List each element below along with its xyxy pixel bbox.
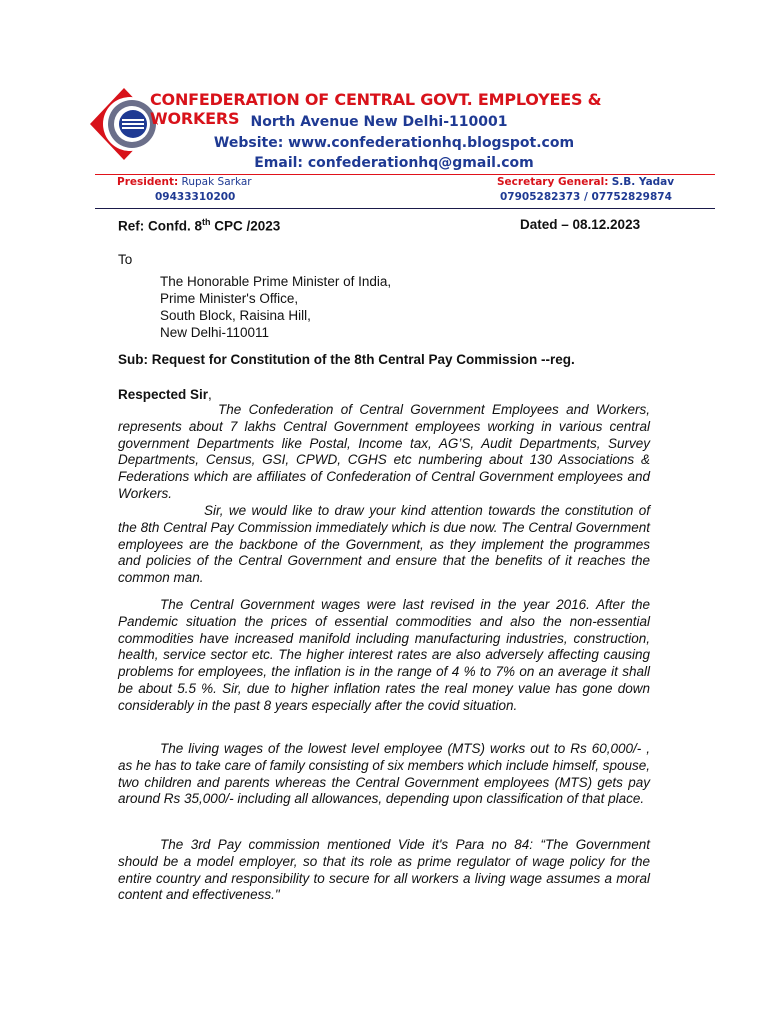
address-line: Prime Minister's Office, — [160, 291, 299, 306]
body-paragraph-4: The living wages of the lowest level employee (MTS) works out to Rs 60,000/- , as he has to take care of family consisting of six members which include himself, spouse, two children and parents whereas the Central Government employees (MTS) gets pay around Rs 35,000/- including all allowances, depending upon classification of that place. — [118, 741, 650, 807]
reference-prefix: Ref: Confd. 8 — [118, 218, 202, 234]
organization-title: CONFEDERATION OF CENTRAL GOVT. EMPLOYEES & WORKERS — [150, 90, 602, 128]
organization-address: North Avenue New Delhi-110001 — [250, 114, 508, 130]
body-paragraph-5: The 3rd Pay commission mentioned Vide it's Para no 84: “The Government should be a model employer, so that its role as prime regulator of wage policy for the entire country and responsibility to secure for all workers a living wage assumes a moral content and effectiveness." — [118, 837, 650, 903]
president-label: President: — [117, 176, 179, 188]
address-line: New Delhi-110011 — [160, 325, 270, 340]
to-label: To — [118, 252, 133, 267]
president-line — [117, 176, 252, 188]
body-paragraph-1: The Confederation of Central Government Employees and Workers, represents about 7 lakhs Central Government employees working in various central government Departments like Postal, Income tax, AG’S, Audit Departments, Survey Departments, Census, GSI, CPWD, CGHS etc numbering about 130 Associations & Federations which are affiliates of Confederation of Central Government employees and Workers. — [118, 402, 650, 501]
president-name: Rupak Sarkar — [181, 176, 252, 188]
reference-number — [118, 217, 280, 234]
address-line: South Block, Raisina Hill, — [160, 308, 311, 323]
recipient-address — [160, 273, 391, 341]
letter-date: Dated – 08.12.2023 — [520, 217, 641, 232]
body-paragraph-3: The Central Government wages were last revised in the year 2016. After the Pandemic situation the prices of essential commodities and also the non-essential commodities have increased manifold including manufacturing industries, construction, health, service sector etc. The higher interest rates are also adversely affecting causing problems for employees, the inflation is in the range of 4 % to 7% on an average it shall be about 5.5 %. Sir, due to higher inflation rates the real money value has gone down considerably in the past 8 years especially after the covid situation. — [118, 597, 650, 713]
salutation-comma: , — [208, 387, 212, 402]
salutation — [118, 387, 212, 402]
header-divider-red — [95, 174, 715, 175]
organization-website: Website: www.confederationhq.blogspot.com — [213, 135, 575, 151]
reference-sup: th — [202, 217, 211, 227]
secretary-line — [497, 176, 674, 188]
reference-suffix: CPC /2023 — [210, 218, 281, 234]
secretary-name: S.B. Yadav — [611, 176, 675, 188]
salutation-text: Respected Sir — [118, 387, 209, 402]
letter-subject: Sub: Request for Constitution of the 8th Central Pay Commission --reg. — [118, 352, 575, 367]
address-line: The Honorable Prime Minister of India, — [160, 274, 392, 289]
president-phone: 09433310200 — [155, 191, 236, 203]
secretary-phone: 07905282373 / 07752829874 — [500, 191, 672, 203]
header-divider-dark — [95, 208, 715, 209]
organization-email: Email: confederationhq@gmail.com — [254, 155, 534, 171]
body-paragraph-2: Sir, we would like to draw your kind attention towards the constitution of the 8th Central Pay Commission immediately which is due now. The Central Government employees are the backbone of the Government, as they implement the programmes and policies of the Central Government and ensure that the benefits of it reaches the common man. — [118, 503, 650, 586]
secretary-label: Secretary General: — [497, 176, 609, 188]
